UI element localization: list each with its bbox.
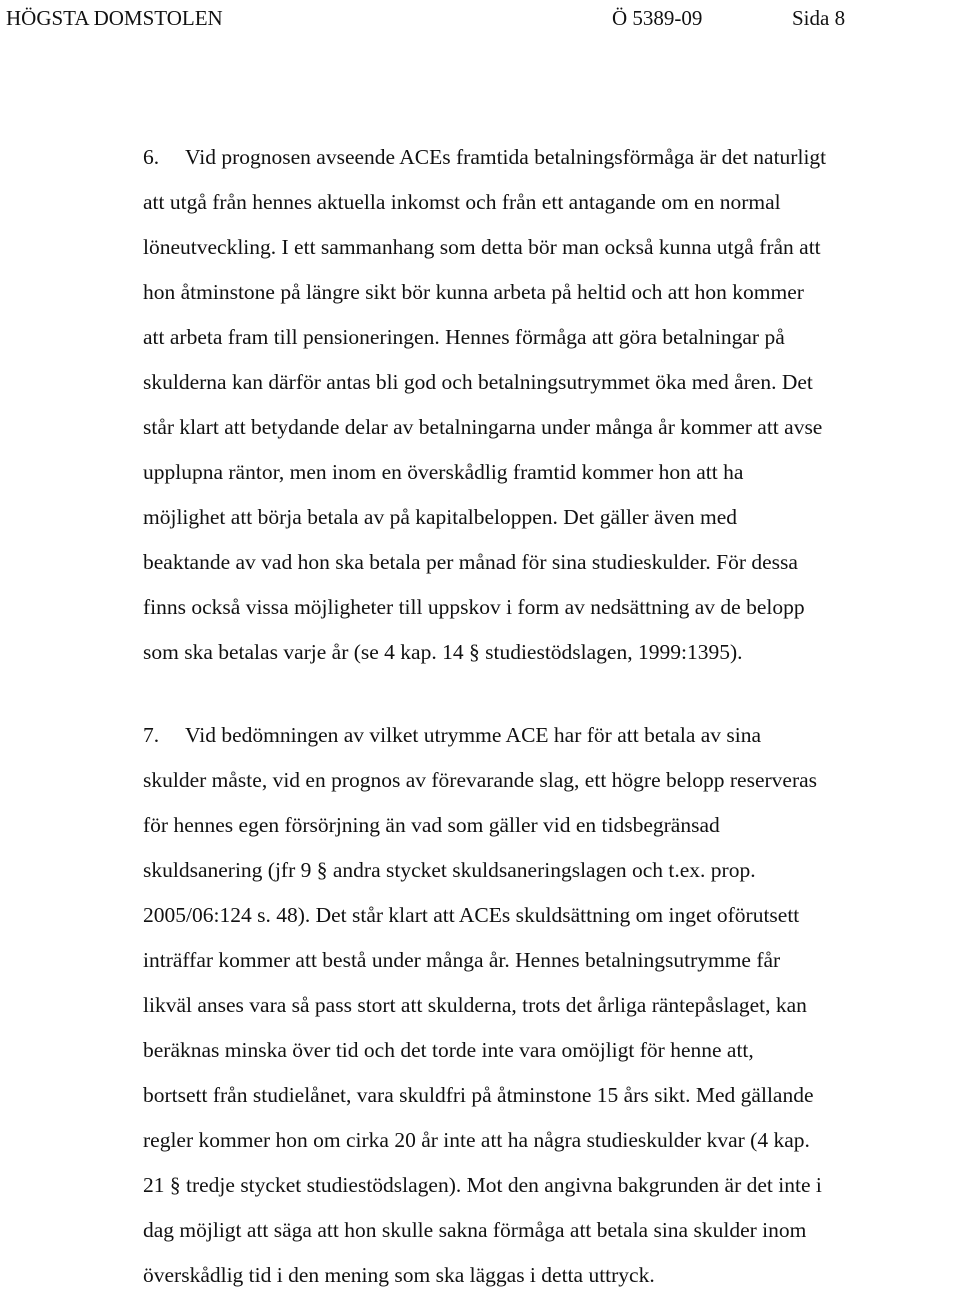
paragraph-line: överskådlig tid i den mening som ska läggas i detta uttryck. [143, 1263, 655, 1287]
paragraph-line: som ska betalas varje år (se 4 kap. 14 § studiestödslagen, 1999:1395). [143, 640, 743, 664]
paragraph-number: 7. [143, 723, 160, 747]
paragraph-line: skulder måste, vid en prognos av förevarande slag, ett högre belopp reserveras [143, 768, 818, 792]
paragraph-line: finns också vissa möjligheter till uppskov i form av nedsättning av de belopp [143, 595, 805, 619]
paragraph-line: likväl anses vara så pass stort att skulderna, trots det årliga räntepåslaget, kan [143, 993, 807, 1017]
paragraph-line: 6. Vid prognosen avseende ACEs framtida betalningsförmåga är det naturligt [143, 135, 960, 180]
paragraph-line: skulderna kan därför antas bli god och betalningsutrymmet öka med åren. Det [143, 370, 813, 394]
paragraph-line: dag möjligt att säga att hon skulle sakna förmåga att betala sina skulder inom [143, 1218, 807, 1242]
paragraph-line: står klart att betydande delar av betalningarna under många år kommer att avse [143, 415, 823, 439]
paragraph-line: hon åtminstone på längre sikt bör kunna arbeta på heltid och att hon kommer [143, 280, 804, 304]
paragraph-number: 6. [143, 145, 160, 169]
court-name: HÖGSTA DOMSTOLEN [6, 6, 223, 30]
paragraph-7 [143, 713, 960, 1298]
paragraph-line: bortsett från studielånet, vara skuldfri på åtminstone 15 års sikt. Med gällande [143, 1083, 814, 1107]
paragraph-line: upplupna räntor, men inom en överskådlig framtid kommer hon att ha [143, 460, 744, 484]
paragraph-line: beaktande av vad hon ska betala per månad för sina studieskulder. För dessa [143, 550, 798, 574]
paragraph-line: att utgå från hennes aktuella inkomst och från ett antagande om en normal [143, 190, 781, 214]
paragraph-line: 21 § tredje stycket studiestödslagen). Mot den angivna bakgrunden är det inte i [143, 1173, 822, 1197]
paragraph-line: löneutveckling. I ett sammanhang som detta bör man också kunna utgå från att [143, 235, 821, 259]
paragraph-line: för hennes egen försörjning än vad som gäller vid en tidsbegränsad [143, 813, 720, 837]
paragraph-line: att arbeta fram till pensioneringen. Hennes förmåga att göra betalningar på [143, 325, 785, 349]
paragraph-line: möjlighet att börja betala av på kapitalbeloppen. Det gäller även med [143, 505, 738, 529]
paragraph-line: skuldsanering (jfr 9 § andra stycket skuldsaneringslagen och t.ex. prop. [143, 858, 756, 882]
case-number: Ö 5389-09 [612, 6, 703, 30]
paragraph-line: 2005/06:124 s. 48). Det står klart att ACEs skuldsättning om inget oförutsett [143, 903, 800, 927]
page-number: Sida 8 [792, 6, 846, 30]
paragraph-line: beräknas minska över tid och det torde inte vara omöjligt för henne att, [143, 1038, 754, 1062]
paragraph-line: regler kommer hon om cirka 20 år inte att ha några studieskulder kvar (4 kap. [143, 1128, 810, 1152]
page-header [0, 4, 960, 32]
paragraph-6 [143, 135, 960, 675]
paragraph-line: 7. Vid bedömningen av vilket utrymme ACE har för att betala av sina [143, 713, 960, 758]
paragraph-line: inträffar kommer att bestå under många år. Hennes betalningsutrymme får [143, 948, 781, 972]
